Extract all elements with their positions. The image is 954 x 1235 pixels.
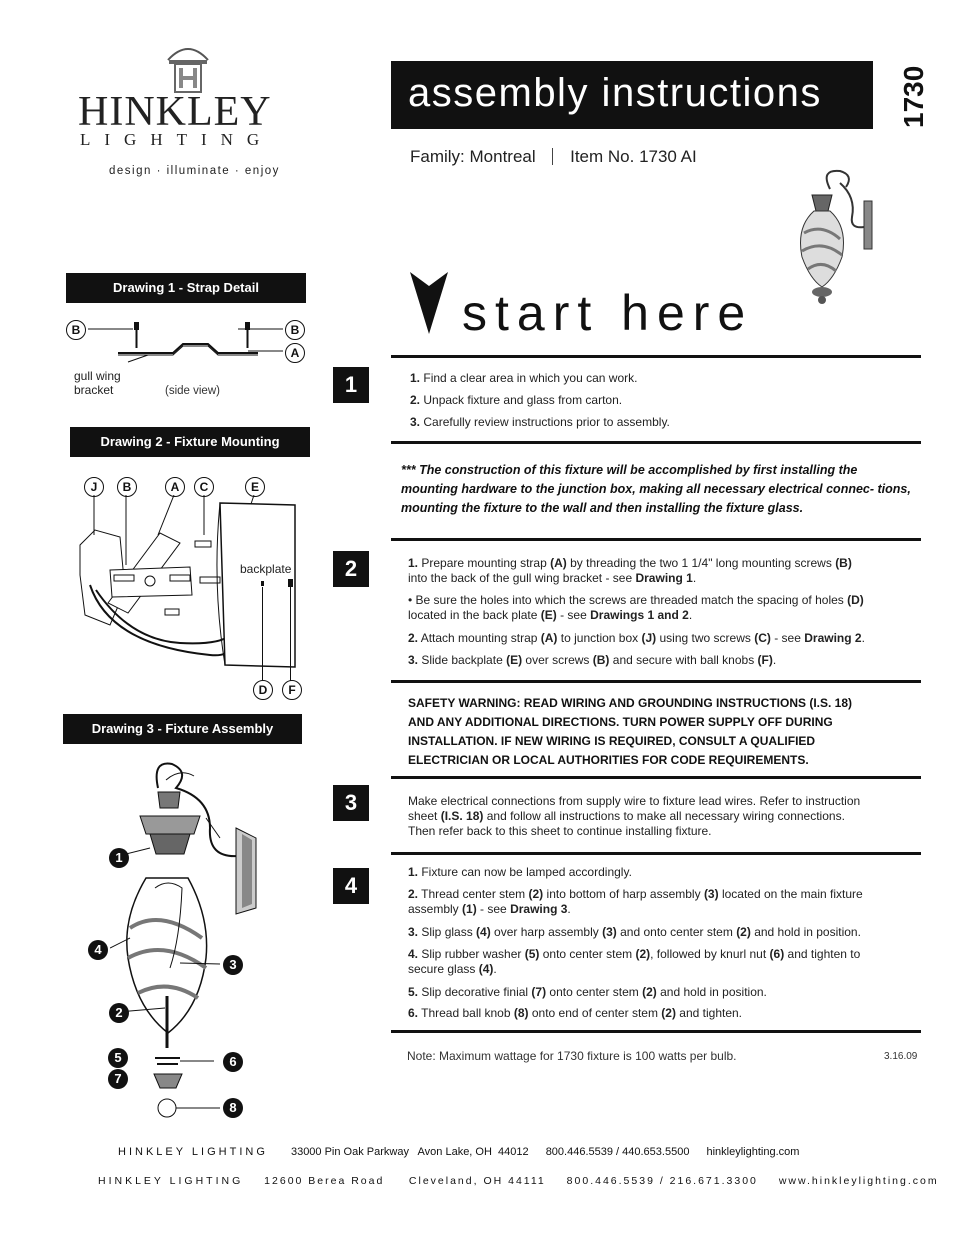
rule-step-4-top	[391, 852, 921, 855]
step-4-item-1: 1. Fixture can now be lamped accordingly.	[408, 865, 632, 879]
rule-step-1-top	[391, 355, 921, 358]
gull-wing-label: gull wing	[74, 369, 121, 383]
step-4-item-5: 5. Slip decorative finial (7) onto center stem (2) and hold in position.	[408, 985, 767, 999]
brand-name: HINKLEY	[78, 89, 272, 135]
backplate-label: backplate	[240, 562, 292, 576]
page-title: assembly instructions	[408, 71, 822, 115]
footer-2-company: HINKLEY LIGHTING	[98, 1175, 244, 1187]
footer-2-web[interactable]: www.hinkleylighting.com	[778, 1175, 939, 1187]
d1-label-a: A	[285, 343, 305, 363]
d2-label-d: D	[253, 680, 273, 700]
d3-callout-6: 6	[223, 1052, 243, 1072]
step-1-badge: 1	[333, 367, 369, 403]
safety-warning: SAFETY WARNING: READ WIRING AND GROUNDING INSTRUCTIONS (I.S. 18) AND ANY ADDITIONAL DIRECTIONS. TURN POWER SUPPLY OFF DURING INSTALLATION. IF NEW WIRING IS REQUIRED, CONSULT A QUALIFIED ELECTRICIAN OR LOCAL AUTHORITIES FOR CODE REQUIREMENTS.	[408, 696, 853, 767]
wattage-note: Note: Maximum wattage for 1730 fixture is 100 watts per bulb.	[407, 1049, 737, 1063]
d2-label-b: B	[117, 477, 137, 497]
d3-callout-2: 2	[109, 1003, 129, 1023]
footer-1-company: HINKLEY LIGHTING	[118, 1146, 268, 1158]
d3-callout-3: 3	[223, 955, 243, 975]
strap-detail-drawing	[88, 318, 288, 368]
step-2-badge: 2	[333, 551, 369, 587]
d3-callout-1: 1	[109, 848, 129, 868]
revision-date: 3.16.09	[884, 1051, 918, 1062]
d2-label-c: C	[194, 477, 214, 497]
d3-callout-4: 4	[88, 940, 108, 960]
brand-logo	[78, 42, 308, 182]
item-number: Item No. 1730 AI	[570, 147, 697, 166]
footer-2-address: 12600 Berea Road Cleveland, OH 44111	[264, 1175, 546, 1187]
rule-step-2-top	[391, 538, 921, 541]
family-name: Family: Montreal	[410, 147, 536, 166]
rule-step-1-bottom	[391, 441, 921, 444]
fixture-assembly-drawing	[110, 758, 280, 1128]
d2-label-j: J	[84, 477, 104, 497]
construction-note: *** The construction of this fixture will be accomplished by first installing the mounting hardware to the junction box, making all necessary electrical connec- tions, mounting the fixture to the wall and then installing the fixture glass.	[401, 463, 911, 515]
drawing-3-title: Drawing 3 - Fixture Assembly	[63, 714, 302, 744]
item-code: 1730	[898, 65, 929, 128]
start-here-heading: start here	[462, 285, 754, 341]
footer-2-phone: 800.446.5539 / 216.671.3300	[566, 1175, 758, 1187]
step-3-text: Make electrical connections from supply wire to fixture lead wires. Refer to instruction sheet (I.S. 18) and follow all instructions to make all necessary wiring connections. Then refer back to this sheet to continue installing fixture.	[408, 794, 861, 838]
step-2-item-note: • Be sure the holes into which the screws are threaded match the spacing of holes (D) located in the back plate (E) - see Drawings 1 and 2.	[408, 593, 864, 622]
footer-1-phone: 800.446.5539 / 440.653.5500	[545, 1146, 690, 1158]
title-banner	[391, 61, 873, 129]
step-1-item-1: 1. Find a clear area in which you can work.	[410, 371, 638, 385]
d2-label-f: F	[282, 680, 302, 700]
d2-label-e: E	[245, 477, 265, 497]
fixture-mounting-drawing	[70, 495, 310, 685]
step-2-item-2: 2. Attach mounting strap (A) to junction box (J) using two screws (C) - see Drawing 2.	[408, 631, 865, 645]
footer-1-address: 33000 Pin Oak Parkway Avon Lake, OH 44012	[290, 1146, 529, 1158]
footer-1-web[interactable]: hinkleylighting.com	[706, 1146, 800, 1158]
start-arrow-icon	[410, 272, 448, 334]
d1-label-b-left: B	[66, 320, 86, 340]
d3-callout-5: 5	[108, 1048, 128, 1068]
d1-label-b-right: B	[285, 320, 305, 340]
drawing-1-title: Drawing 1 - Strap Detail	[66, 273, 306, 303]
family-line	[410, 147, 697, 167]
d3-callout-8: 8	[223, 1098, 243, 1118]
drawing-2-title: Drawing 2 - Fixture Mounting	[70, 427, 310, 457]
step-2-item-3: 3. Slide backplate (E) over screws (B) and secure with ball knobs (F).	[408, 653, 777, 667]
divider	[552, 148, 553, 165]
bracket-label: bracket	[74, 383, 114, 397]
lantern-logo-icon	[163, 42, 213, 94]
step-1-item-2: 2. Unpack fixture and glass from carton.	[410, 393, 623, 407]
footer-line-1	[118, 1146, 799, 1158]
footer-line-2	[98, 1175, 939, 1187]
rule-step-4-bottom	[391, 1030, 921, 1033]
step-4-item-2: 2. Thread center stem (2) into bottom of harp assembly (3) located on the main fixture assembly (1) - see Drawing 3.	[408, 887, 863, 916]
step-4-item-3: 3. Slip glass (4) over harp assembly (3) and onto center stem (2) and hold in position.	[408, 925, 861, 939]
d3-callout-7: 7	[108, 1069, 128, 1089]
brand-tagline: design · illuminate · enjoy	[109, 165, 280, 177]
rule-step-3-top	[391, 776, 921, 779]
d2-label-a: A	[165, 477, 185, 497]
step-4-item-4: 4. Slip rubber washer (5) onto center stem (2), followed by knurl nut (6) and tighten to secure glass (4).	[408, 947, 861, 976]
step-2-item-1: 1. Prepare mounting strap (A) by threading the two 1 1/4" long mounting screws (B) into the back of the gull wing bracket - see Drawing 1.	[408, 556, 852, 585]
side-view-label: (side view)	[165, 385, 220, 397]
step-3-badge: 3	[333, 785, 369, 821]
step-4-badge: 4	[333, 868, 369, 904]
step-4-item-6: 6. Thread ball knob (8) onto end of center stem (2) and tighten.	[408, 1006, 743, 1020]
step-1-item-3: 3. Carefully review instructions prior to assembly.	[410, 415, 670, 429]
rule-safety-top	[391, 680, 921, 683]
brand-sub: LIGHTING	[80, 130, 274, 149]
fixture-thumbnail-icon	[790, 167, 880, 307]
